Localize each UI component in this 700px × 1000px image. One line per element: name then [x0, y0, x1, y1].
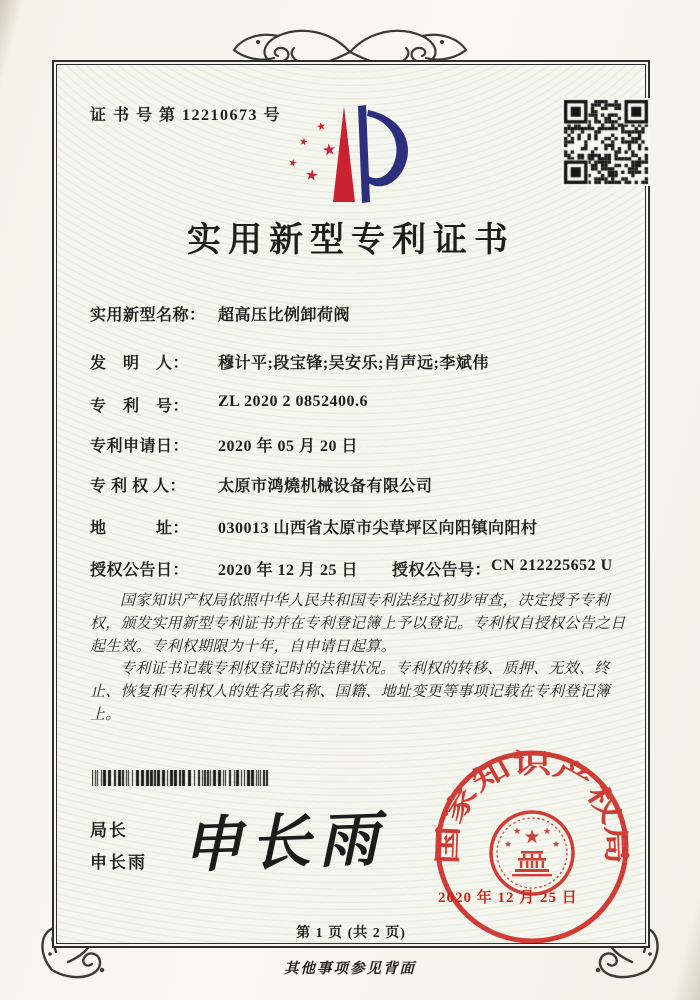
reverse-side-note: 其他事项参见背面 [284, 961, 416, 977]
svg-text:★: ★ [542, 826, 552, 836]
field-row-patent-number [90, 393, 630, 416]
field-row-patentee [90, 473, 630, 496]
svg-text:★: ★ [303, 167, 320, 185]
field-row-filing-date [90, 433, 630, 456]
barcode [92, 770, 270, 786]
legal-paragraph-1: 国家知识产权局依照中华人民共和国专利法经过初步审查，决定授予专利权，颁发实用新型专利证书并在专利登记簿上予以登记。专利权自授权公告之日起生效。专利权期限为十年，自申请日起算。 [90, 593, 626, 655]
signer-name: 申长雨 [90, 853, 147, 872]
svg-text:★: ★ [298, 136, 309, 149]
svg-text:★: ★ [503, 839, 513, 849]
certificate-title: 实用新型专利证书 [187, 222, 515, 259]
field-value: 太原市鸿燒机械设备有限公司 [218, 478, 433, 495]
svg-text:★: ★ [321, 141, 338, 160]
field-label: 专 利 号： [90, 398, 190, 415]
certificate-body [52, 60, 650, 948]
field-label: 授权公告日： [90, 562, 190, 579]
field-value: 030013 山西省太原市尖草坪区向阳镇向阳村 [218, 520, 538, 537]
qr-code [562, 98, 650, 186]
field-label: 专利申请日： [90, 438, 190, 455]
handwritten-signature: 申长雨 [181, 806, 388, 880]
cnipa-logo [282, 100, 418, 208]
svg-text:★: ★ [315, 120, 328, 134]
field-row-inventors [90, 350, 630, 373]
cnipa-official-seal [432, 747, 632, 947]
field-row-grant [90, 557, 630, 580]
certificate-number: 证 书 号 第 12210673 号 [90, 107, 282, 124]
field-value: 穆计平;段宝锋;吴安乐;肖声远;李斌伟 [218, 355, 489, 372]
svg-text:★: ★ [512, 826, 522, 836]
legal-paragraph-2: 专利证书记载专利权登记时的法律状况。专利权的转移、质押、无效、终止、恢复和专利权人的姓名或名称、国籍、地址变更等事项记载在专利登记簿上。 [90, 661, 611, 723]
field-row-name [90, 302, 630, 325]
svg-text:★: ★ [286, 157, 299, 170]
field-label: 专 利 权 人： [90, 478, 187, 495]
field-label: 地 址： [90, 520, 190, 537]
field-value: 超高压比例卸荷阀 [218, 307, 351, 324]
signer-title: 局长 [90, 821, 128, 840]
field-row-address [90, 515, 630, 538]
svg-text:★: ★ [523, 827, 541, 848]
national-emblem [491, 812, 573, 894]
field-value: CN 212225652 U [491, 557, 613, 574]
seal-ring-text: 国家知识产权局 [432, 749, 632, 865]
field-value: 2020 年 05 月 20 日 [218, 438, 359, 455]
svg-text:★: ★ [551, 839, 561, 849]
field-value: ZL 2020 2 0852400.6 [218, 393, 368, 410]
field-label: 实用新型名称： [90, 307, 206, 324]
seal-date: 2020 年 12 月 25 日 [438, 890, 578, 906]
field-label: 发 明 人： [90, 355, 190, 372]
page-number: 第 1 页 (共 2 页) [296, 926, 406, 941]
field-label: 授权公告号： [392, 562, 492, 579]
legal-text [90, 590, 632, 727]
field-value: 2020 年 12 月 25 日 [218, 562, 359, 579]
